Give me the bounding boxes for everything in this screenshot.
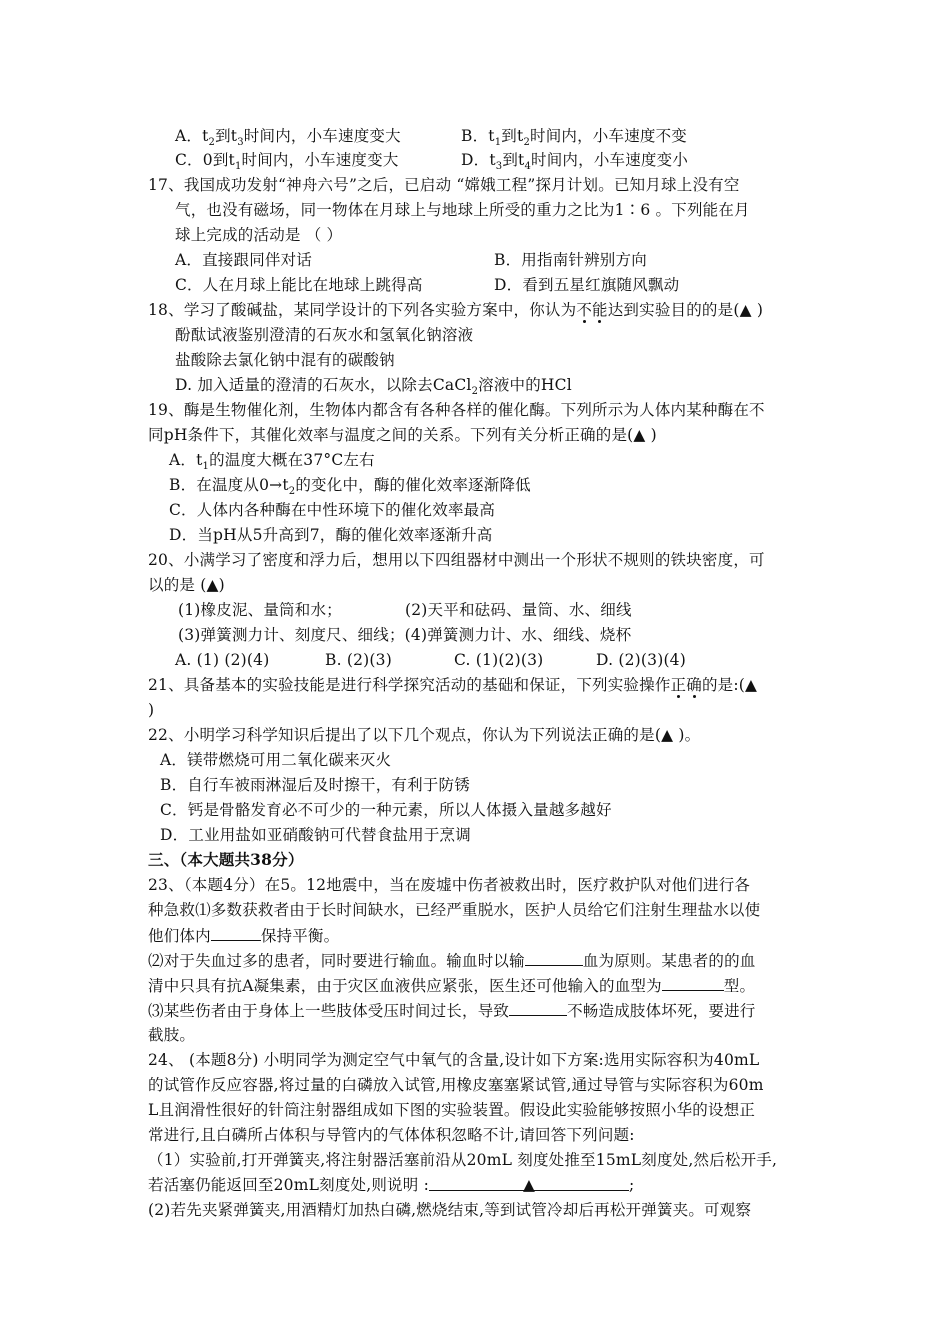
subscript: 1 <box>202 461 210 473</box>
q18-stem <box>148 298 763 322</box>
q23-stem-line <box>148 973 755 998</box>
subscript: 4 <box>524 161 532 173</box>
q21-stem-text: 的是:(▲ <box>701 676 758 694</box>
subscript: 1 <box>234 161 242 173</box>
q19-option-a-text: 的温度大概在37°C左右 <box>209 451 375 469</box>
q16-option-a-text: 时间内，小车速度变大 <box>243 127 401 145</box>
q23-text: ⑵对于失血过多的患者，同时要进行输血。输血时以输 <box>148 952 525 970</box>
q24-stem-line: 24、 (本题8分) 小明同学为测定空气中氧气的含量,设计如下方案:选用实际容积为40mL <box>148 1051 760 1069</box>
q23-text: 清中只具有抗A凝集素，由于灾区血液供应紧张，医生还可他输入的血型为 <box>148 977 662 995</box>
q16-option-a-text: 到t <box>215 127 238 145</box>
q17-stem-line: 气，也没有磁场，同一物体在月球上与地球上所受的重力之比为1∶6 。下列能在月 <box>175 201 750 219</box>
q20-item-2: (2)天平和砝码、量筒、水、细线 <box>405 601 632 619</box>
q19-option-d: D．当pH从5升高到7，酶的催化效率逐渐升高 <box>169 526 493 544</box>
q23-stem-line <box>148 923 339 948</box>
q23-text: 他们体内 <box>148 927 211 945</box>
q20-option-b: B. (2)(3) <box>325 651 392 669</box>
q24-stem-line: 常进行,且白磷所占体积与导管内的气体体积忽略不计,请回答下列问题: <box>148 1126 635 1144</box>
q16-option-a-text: A．t <box>175 127 209 145</box>
q18-option-d-text: 溶液中的HCl <box>478 376 572 394</box>
q22-option-c: C．钙是骨骼发育必不可少的一种元素，所以人体摄入量越多越好 <box>160 801 612 819</box>
q23-stem-line: 23、（本题4分）在5。12地震中，当在废墟中伤者被救出时，医疗救护队对他们进行各 <box>148 876 751 894</box>
q17-option-c: C．人在月球上能比在地球上跳得高 <box>175 276 423 294</box>
emphasis-char: 能 <box>592 301 608 319</box>
answer-blank[interactable] <box>525 948 583 966</box>
q20-stem-line: 以的是 (▲) <box>148 576 225 594</box>
emphasis-char: 不 <box>576 301 593 319</box>
q18-stem-text: 达到实验目的的是(▲ ) <box>607 301 764 319</box>
q23-stem-line: 种急救⑴多数获救者由于长时间缺水，已经严重脱水，医护人员给它们注射生理盐水以使 <box>148 901 761 919</box>
subscript: 3 <box>495 161 503 173</box>
q24-text: 若活塞仍能返回至20mL刻度处,则说明 : <box>148 1176 429 1194</box>
q24-stem-line: L且润滑性很好的针筒注射器组成如下图的实验装置。假设此实验能够按照小华的设想正 <box>148 1101 756 1119</box>
q19-option-c: C．人体内各种酶在中性环境下的催化效率最高 <box>169 501 496 519</box>
section-heading: 三、（本大题共38分） <box>148 850 304 869</box>
subscript: 1 <box>494 137 502 149</box>
subscript: 3 <box>237 137 244 149</box>
q24-text: ; <box>629 1176 635 1194</box>
q20-item-3-4: (3)弹簧测力计、刻度尺、细线；(4)弹簧测力计、水、细线、烧杯 <box>178 626 632 644</box>
q17-option-a: A．直接跟同伴对话 <box>175 251 312 269</box>
emphasis-char: 正 <box>670 676 687 694</box>
q16-option-d <box>461 148 688 172</box>
q17-option-b: B．用指南针辨别方向 <box>494 251 647 269</box>
emphasis-char: 确 <box>686 676 702 694</box>
answer-marker: ▲ <box>522 1176 536 1194</box>
subscript: 2 <box>471 386 479 398</box>
q23-stem-line: 截肢。 <box>148 1026 196 1044</box>
q16-option-a <box>175 124 401 148</box>
q19-option-a-text: A．t <box>169 451 203 469</box>
q24-stem-line <box>148 1173 634 1197</box>
q23-text: 型。 <box>723 977 756 995</box>
q18-stem-text: 18、学习了酸碱盐，某同学设计的下列各实验方案中，你认为 <box>148 301 577 319</box>
q21-stem-line: ) <box>148 701 155 719</box>
q23-text: 不畅造成肢体坏死，要进行 <box>567 1002 756 1020</box>
q19-option-a <box>169 448 375 472</box>
answer-blank[interactable] <box>662 973 724 991</box>
q23-stem-line <box>148 998 756 1023</box>
q22-option-d: D．工业用盐如亚硝酸钠可代替食盐用于烹调 <box>160 826 471 844</box>
q20-option-d: D. (2)(3)(4) <box>596 651 686 669</box>
q17-option-d: D．看到五星红旗随风飘动 <box>494 276 680 294</box>
q23-text: ⑶某些伤者由于身体上一些肢体受压时间过长，导致 <box>148 1002 510 1020</box>
q22-stem: 22、小明学习科学知识后提出了以下几个观点，你认为下列说法正确的是(▲ )。 <box>148 726 701 744</box>
q20-option-c: C. (1)(2)(3) <box>454 651 544 669</box>
answer-blank[interactable] <box>509 998 567 1016</box>
q19-option-b-text: 的变化中，酶的催化效率逐渐降低 <box>295 476 531 494</box>
q24-stem-line: （1）实验前,打开弹簧夹,将注射器活塞前沿从20mL 刻度处推至15mL刻度处,然后松开手, <box>148 1151 778 1169</box>
q16-option-d-text: 时间内，小车速度变小 <box>531 151 689 169</box>
q20-stem-line: 20、小满学习了密度和浮力后，想用以下四组器材中测出一个形状不规则的铁块密度，可 <box>148 551 765 569</box>
q16-option-b-text: B．t <box>461 127 495 145</box>
q23-stem-line <box>148 948 756 973</box>
subscript: 2 <box>523 137 530 149</box>
q18-option: 盐酸除去氯化钠中混有的碳酸钠 <box>175 351 395 369</box>
q19-stem-line: 19、酶是生物催化剂，生物体内都含有各种各样的催化酶。下列所示为人体内某种酶在不 <box>148 401 765 419</box>
q21-stem <box>148 673 757 697</box>
q16-option-d-text: D．t <box>461 151 496 169</box>
q24-stem-line: 的试管作反应容器,将过量的白磷放入试管,用橡皮塞塞紧试管,通过导管与实际容积为60m <box>148 1076 764 1094</box>
q19-option-b-text: B．在温度从0→t <box>169 476 289 494</box>
q16-option-b-text: 时间内，小车速度不变 <box>530 127 688 145</box>
q20-option-a: A. (1) (2)(4) <box>175 651 270 669</box>
q19-option-b <box>169 473 531 497</box>
q16-option-d-text: 到t <box>502 151 525 169</box>
q18-option-d-text: D. 加入适量的澄清的石灰水，以除去CaCl <box>175 376 472 394</box>
q24-stem-line: (2)若先夹紧弹簧夹,用酒精灯加热白磷,燃烧结束,等到试管冷却后再松开弹簧夹。可观察 <box>148 1201 752 1219</box>
q16-option-c <box>175 148 399 172</box>
q18-option: 酚酞试液鉴别澄清的石灰水和氢氧化钠溶液 <box>175 326 474 344</box>
q23-text: 保持平衡。 <box>260 927 340 945</box>
answer-blank[interactable] <box>429 1173 629 1194</box>
q16-option-b-text: 到t <box>501 127 524 145</box>
subscript: 2 <box>208 137 216 149</box>
q17-stem-line: 球上完成的活动是 （ ） <box>175 226 343 244</box>
subscript: 2 <box>288 486 296 498</box>
answer-blank[interactable] <box>211 923 261 941</box>
q22-option-b: B．自行车被雨淋湿后及时擦干，有利于防锈 <box>160 776 470 794</box>
q19-stem-line: 同pH条件下，其催化效率与温度之间的关系。下列有关分析正确的是(▲ ) <box>148 426 657 444</box>
q16-option-c-text: C．0到t <box>175 151 235 169</box>
q23-text: 血为原则。某患者的的血 <box>582 952 756 970</box>
q16-option-c-text: 时间内，小车速度变大 <box>241 151 399 169</box>
q21-stem-text: 21、具备基本的实验技能是进行科学探究活动的基础和保证，下列实验操作 <box>148 676 671 694</box>
q16-option-b <box>461 124 687 148</box>
q18-option-d <box>175 373 572 397</box>
q17-stem-line: 17、我国成功发射“神舟六号”之后，已启动 “嫦娥工程”探月计划。已知月球上没有空 <box>148 176 740 194</box>
q20-item-1: (1)橡皮泥、量筒和水； <box>178 601 342 619</box>
q22-option-a: A．镁带燃烧可用二氧化碳来灭火 <box>160 751 392 769</box>
